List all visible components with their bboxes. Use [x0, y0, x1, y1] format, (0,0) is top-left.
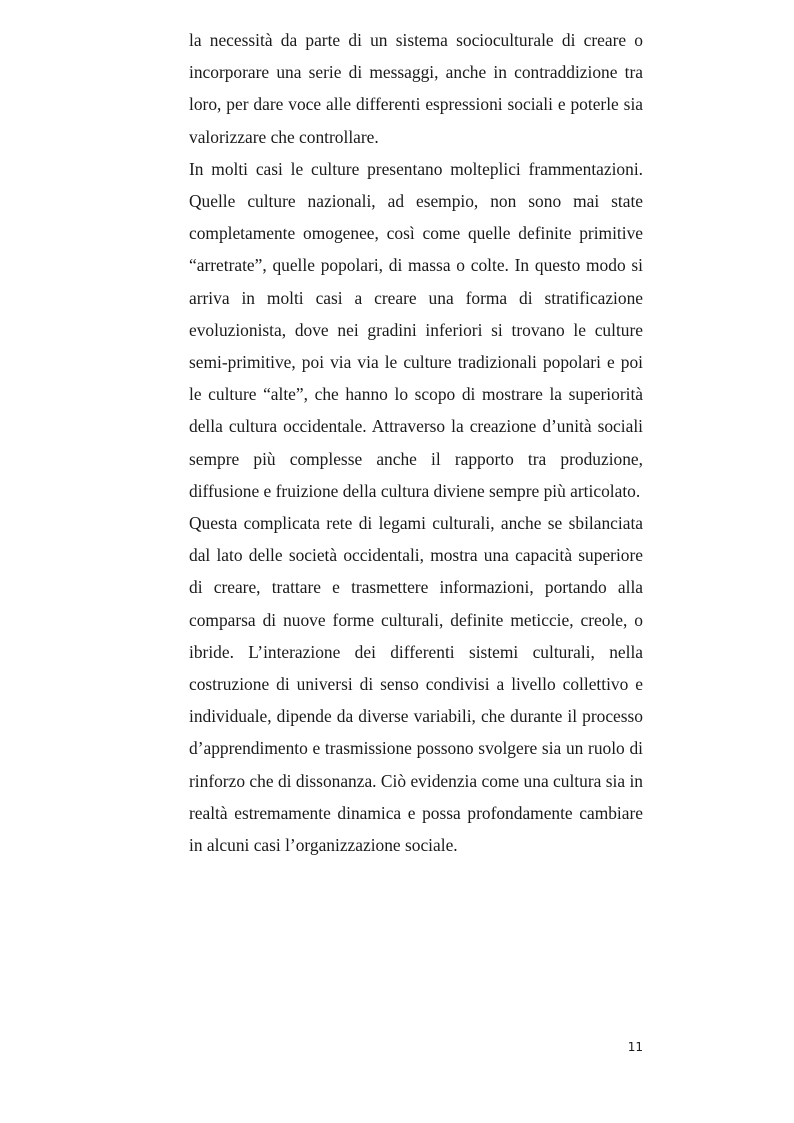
- paragraph-3: Questa complicata rete di legami culturali, anche se sbilanciata dal lato delle società occidentali, mostra una capacità superiore di creare, trattare e trasmettere informazioni, portando alla comparsa di nuove forme culturali, definite meticcie, creole, o ibride. L’interazione dei differenti sistemi culturali, nella costruzione di universi di senso condivisi a livello collettivo e individuale, dipende da diverse variabili, che durante il processo d’apprendimento e trasmissione possono svolgere sia un ruolo di rinforzo che di dissonanza. Ciò evidenzia come una cultura sia in realtà estremamente dinamica e possa profondamente cambiare in alcuni casi l’organizzazione sociale.: [189, 513, 643, 856]
- paragraph-1: la necessità da parte di un sistema socioculturale di creare o incorporare una serie di messaggi, anche in contraddizione tra loro, per dare voce alle differenti espressioni sociali e poterle sia valorizzare che controllare.: [189, 30, 643, 147]
- page-number: 11: [627, 1040, 643, 1054]
- body-text: [189, 24, 643, 861]
- paragraph-2: In molti casi le culture presentano molteplici frammentazioni. Quelle culture nazionali, ad esempio, non sono mai state completamente omogenee, così come quelle definite primitive “arretrate”, quelle popolari, di massa o colte. In questo modo si arriva in molti casi a creare una forma di stratificazione evoluzionista, dove nei gradini inferiori si trovano le culture semi-primitive, poi via via le culture tradizionali popolari e poi le culture “alte”, che hanno lo scopo di mostrare la superiorità della cultura occidentale. Attraverso la creazione d’unità sociali sempre più complesse anche il rapporto tra produzione, diffusione e fruizione della cultura diviene sempre più articolato.: [189, 158, 643, 501]
